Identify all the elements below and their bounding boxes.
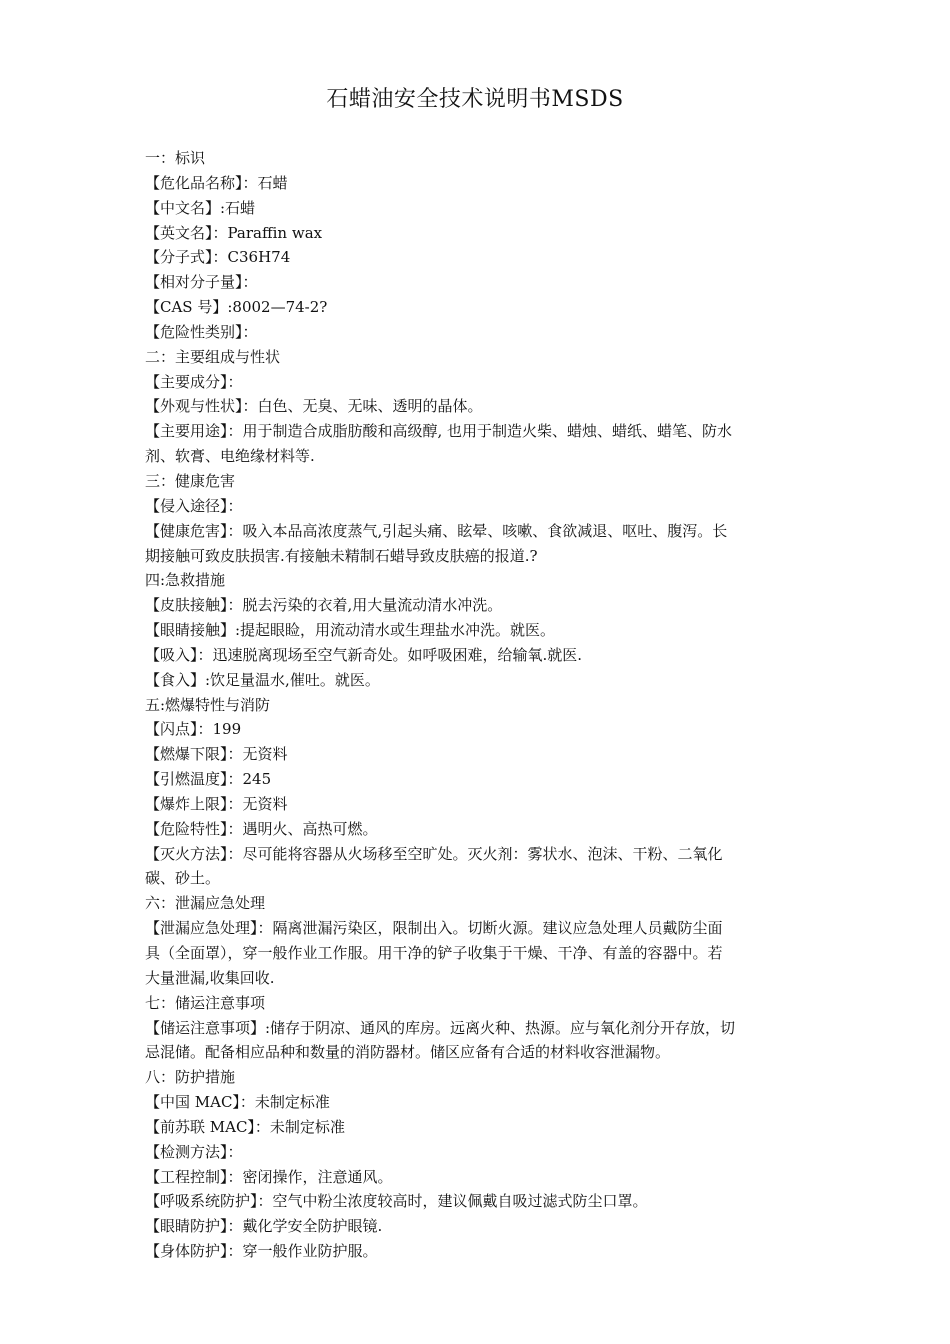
document-line: 【闪点】：199 (145, 720, 242, 739)
document-line: 忌混储。配备相应品种和数量的消防器材。储区应备有合适的材料收容泄漏物。 (145, 1043, 671, 1062)
document-line: 七：储运注意事项 (145, 993, 266, 1012)
document-line: 【英文名】：Paraffin wax (145, 223, 323, 242)
document-line: 二：主要组成与性状 (145, 347, 281, 366)
document-line: 【主要成分】： (145, 372, 243, 391)
document-line: 期接触可致皮肤损害.有接触未精制石蜡导致皮肤癌的报道.? (145, 546, 538, 565)
document-line: 【工程控制】：密闭操作，注意通风。 (145, 1167, 393, 1186)
document-line: 【中国 MAC】：未制定标准 (145, 1093, 330, 1112)
document-line: 【皮肤接触】：脱去污染的衣着,用大量流动清水冲洗。 (145, 596, 503, 615)
document-line: 【外观与性状】：白色、无臭、无味、透明的晶体。 (145, 397, 483, 416)
document-line: 五:燃爆特性与消防 (145, 695, 271, 714)
document-title: 石蜡油安全技术说明书MSDS (326, 87, 624, 112)
document-line: 【身体防护】：穿一般作业防护服。 (145, 1242, 378, 1261)
document-line: 【呼吸系统防护】：空气中粉尘浓度较高时，建议佩戴自吸过滤式防尘口罩。 (145, 1192, 648, 1211)
document-line: 【检测方法】： (145, 1142, 243, 1161)
document-line: 【爆炸上限】：无资料 (145, 794, 288, 813)
document-line: 【引燃温度】：245 (145, 770, 272, 789)
document-line: 【灭火方法】：尽可能将容器从火场移至空旷处。灭火剂：雾状水、泡沫、干粉、二氧化 (145, 844, 723, 863)
document-line: 【泄漏应急处理】：隔离泄漏污染区，限制出入。切断火源。建议应急处理人员戴防尘面 (145, 919, 723, 938)
document-line: 【吸入】：迅速脱离现场至空气新奇处。如呼吸困难，给输氧.就医. (145, 645, 583, 664)
document-line: 【危化品名称】：石蜡 (145, 173, 288, 192)
document-line: 【健康危害】：吸入本品高浓度蒸气,引起头痛、眩晕、咳嗽、食欲减退、呕吐、腹泻。长 (145, 521, 728, 540)
document-line: 【分子式】：C36H74 (145, 248, 291, 267)
document-line: 大量泄漏,收集回收. (145, 968, 275, 987)
document-line: 【主要用途】：用于制造合成脂肪酸和高级醇, 也用于制造火柴、蜡烛、蜡纸、蜡笔、防水 (145, 422, 733, 441)
document-line: 三：健康危害 (145, 471, 236, 490)
document-line: 六：泄漏应急处理 (145, 894, 266, 913)
document-line: 【侵入途径】： (145, 496, 243, 515)
document-line: 【眼睛防护】：戴化学安全防护眼镜. (145, 1217, 383, 1236)
document-line: 【眼睛接触】:提起眼睑，用流动清水或生理盐水冲洗。就医。 (145, 621, 556, 640)
document-line: 【燃爆下限】：无资料 (145, 745, 288, 764)
document-line: 【相对分子量】： (145, 273, 258, 292)
document-line: 四:急救措施 (145, 571, 226, 590)
document-line: 【储运注意事项】:储存于阴凉、通风的库房。远离火种、热源。应与氧化剂分开存放，切 (145, 1018, 736, 1037)
document-line: 【前苏联 MAC】：未制定标准 (145, 1117, 345, 1136)
document-line: 八：防护措施 (145, 1068, 236, 1087)
document-line: 一：标识 (145, 149, 206, 167)
document-line: 【食入】:饮足量温水,催吐。就医。 (145, 670, 380, 689)
document-body (145, 146, 807, 1264)
document-line: 【CAS 号】:8002—74-2? (145, 298, 328, 317)
document-line: 【中文名】:石蜡 (145, 198, 256, 217)
document-line: 碳、砂土。 (145, 869, 221, 888)
document-line: 【危险性类别】： (145, 322, 258, 341)
document-line: 剂、软膏、电绝缘材料等. (145, 447, 315, 466)
document-line: 【危险特性】：遇明火、高热可燃。 (145, 819, 378, 838)
document-line: 具（全面罩），穿一般作业工作服。用干净的铲子收集于干燥、干净、有盖的容器中。若 (145, 944, 723, 962)
